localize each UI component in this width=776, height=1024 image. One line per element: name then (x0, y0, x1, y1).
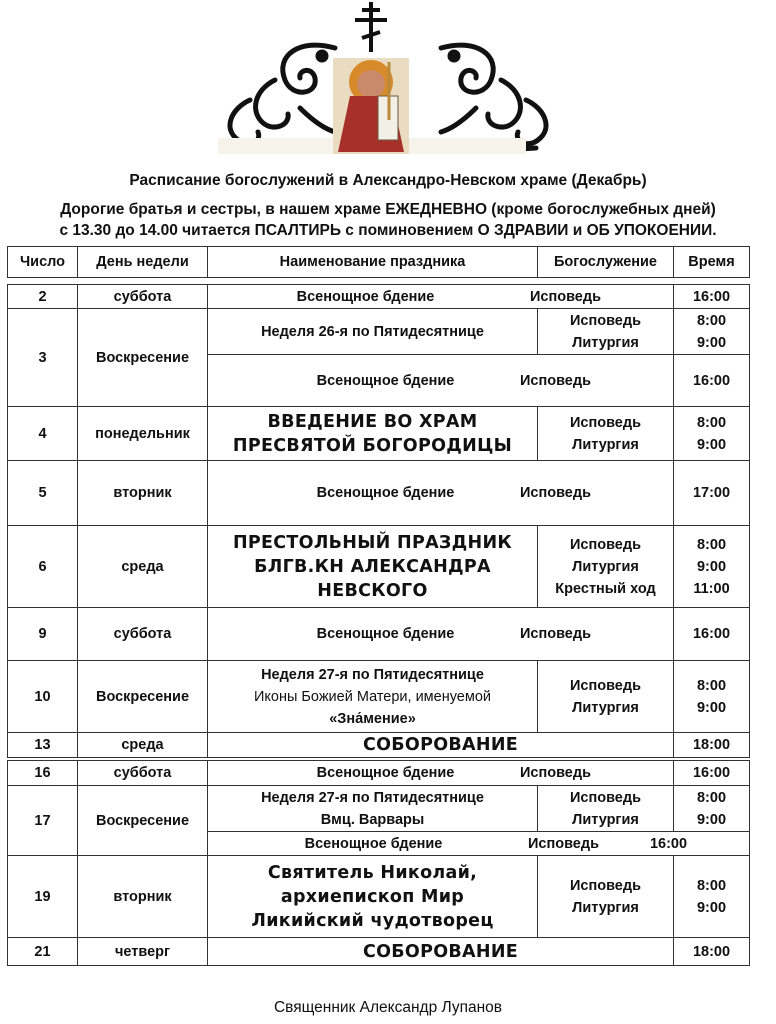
row-feast (208, 661, 538, 733)
row-date: 13 (8, 733, 78, 758)
intro-line-2: с 13.30 до 14.00 читается ПСАЛТИРЬ с поминовением О ЗДРАВИИ и ОБ УПОКОЕНИИ. (59, 222, 717, 239)
row-feast-service (208, 608, 674, 661)
time-line: 8:00 (696, 877, 727, 894)
header-service: Богослужение (538, 247, 674, 278)
row-weekday: суббота (78, 285, 208, 309)
row-feast: СОБОРОВАНИЕ (208, 938, 674, 966)
service-line: Исповедь (569, 414, 641, 431)
row-date: 10 (8, 661, 78, 733)
header-date: Число (8, 247, 78, 278)
row-feast: СОБОРОВАНИЕ (208, 733, 674, 758)
row-weekday: Воскресение (78, 786, 208, 856)
row-feast-service (208, 285, 674, 309)
row-feast: Всенощное бдение (316, 372, 455, 389)
row-times (674, 786, 750, 832)
row-weekday: суббота (78, 761, 208, 786)
row-date: 3 (8, 309, 78, 407)
row-times (674, 856, 750, 938)
time-line: 9:00 (696, 558, 727, 575)
feast-line: Ликийский чудотворец (251, 910, 494, 931)
row-time: 17:00 (674, 461, 750, 526)
time-line: 9:00 (696, 436, 727, 453)
time-line: 9:00 (696, 811, 727, 828)
row-service: Исповедь (527, 835, 599, 852)
row-feast-service-time (208, 832, 750, 856)
service-line: Исповедь (569, 789, 641, 806)
row-weekday: четверг (78, 938, 208, 966)
saint-icon (333, 58, 409, 154)
row-weekday: среда (78, 733, 208, 758)
header-weekday: День недели (78, 247, 208, 278)
service-line: Исповедь (569, 677, 641, 694)
row-feast: Всенощное бдение (316, 765, 455, 781)
page-title: Расписание богослужений в Александро-Невском храме (Декабрь) (129, 172, 647, 189)
time-line: 8:00 (696, 414, 727, 431)
service-line: Литургия (572, 436, 639, 453)
row-feast: Всенощное бдение (304, 835, 443, 852)
gap-row (8, 278, 750, 285)
row-weekday: среда (78, 526, 208, 608)
time-line: 9:00 (696, 699, 727, 716)
time-line: 8:00 (696, 677, 727, 694)
feast-line: ВВЕДЕНИЕ ВО ХРАМ (267, 411, 478, 432)
intro-notice (0, 199, 776, 241)
row-date: 6 (8, 526, 78, 608)
service-line: Литургия (572, 558, 639, 575)
row-weekday: понедельник (78, 407, 208, 461)
row-date: 9 (8, 608, 78, 661)
feast-line: Вмц. Варвары (320, 811, 425, 828)
row-feast (208, 526, 538, 608)
row-times (674, 661, 750, 733)
table-row (8, 608, 750, 661)
time-line: 11:00 (693, 580, 730, 597)
signature: Священник Александр Лупанов (273, 999, 503, 1016)
row-date: 16 (8, 761, 78, 786)
service-line: Литургия (572, 899, 639, 916)
row-time: 16:00 (674, 608, 750, 661)
row-weekday: вторник (78, 856, 208, 938)
row-weekday: Воскресение (78, 661, 208, 733)
row-time: 18:00 (674, 938, 750, 966)
service-line: Исповедь (569, 877, 641, 894)
feast-line: ПРЕСТОЛЬНЫЙ ПРАЗДНИК (232, 532, 513, 553)
row-time: 16:00 (649, 835, 688, 852)
table-row (8, 526, 750, 608)
row-services (538, 786, 674, 832)
time-line: 8:00 (696, 312, 727, 329)
row-time: 16:00 (674, 285, 750, 309)
row-times (674, 407, 750, 461)
table-row (8, 309, 750, 355)
row-services (538, 856, 674, 938)
schedule-table (7, 246, 750, 966)
service-line: Литургия (572, 334, 639, 351)
row-feast (208, 856, 538, 938)
feast-line: ПРЕСВЯТОЙ БОГОРОДИЦЫ (232, 435, 513, 456)
table-row (8, 938, 750, 966)
row-date: 19 (8, 856, 78, 938)
feast-line: БЛГВ.КН АЛЕКСАНДРА (254, 556, 491, 577)
row-feast (208, 407, 538, 461)
row-time: 16:00 (674, 355, 750, 407)
row-weekday: вторник (78, 461, 208, 526)
feast-line: архиепископ Мир (280, 886, 465, 907)
row-times (674, 309, 750, 355)
intro-line-1: Дорогие братья и сестры, в нашем храме ЕЖЕДНЕВНО (кроме богослужебных дней) (60, 201, 716, 218)
row-date: 17 (8, 786, 78, 856)
time-line: 9:00 (696, 899, 727, 916)
row-feast: Неделя 26-я по Пятидесятнице (208, 309, 538, 355)
right-scroll-ornament-icon (436, 45, 546, 150)
service-line: Литургия (572, 811, 639, 828)
table-header-row (8, 247, 750, 278)
row-services (538, 309, 674, 355)
row-feast: Всенощное бдение (296, 288, 435, 305)
row-feast: Всенощное бдение (316, 485, 455, 501)
header-feast: Наименование праздника (208, 247, 538, 278)
table-row (8, 733, 750, 758)
service-line: Литургия (572, 699, 639, 716)
row-weekday: Воскресение (78, 309, 208, 407)
orthodox-cross-icon (355, 2, 387, 52)
row-weekday: суббота (78, 608, 208, 661)
table-row (8, 461, 750, 526)
feast-line: Неделя 27-я по Пятидесятнице (261, 789, 484, 806)
table-row (8, 407, 750, 461)
row-time: 16:00 (674, 761, 750, 786)
table-row (8, 661, 750, 733)
row-feast-service (208, 355, 674, 407)
row-service: Исповедь (519, 372, 591, 389)
header-time: Время (674, 247, 750, 278)
row-date: 2 (8, 285, 78, 309)
row-times (674, 526, 750, 608)
feast-line: НЕВСКОГО (317, 580, 428, 601)
feast-line: Неделя 27-я по Пятидесятнице (261, 666, 484, 683)
row-service: Исповедь (529, 288, 601, 305)
header-ornament (0, 0, 776, 160)
table-row (8, 786, 750, 832)
service-line: Крестный ход (555, 580, 656, 597)
table-row (8, 856, 750, 938)
left-scroll-ornament-icon (230, 45, 340, 150)
row-feast-service (208, 761, 674, 786)
row-service: Исповедь (519, 765, 591, 781)
feast-line: Иконы Божией Матери, именуемой (253, 688, 492, 705)
row-services (538, 407, 674, 461)
row-service: Исповедь (519, 626, 591, 642)
row-feast (208, 786, 538, 832)
row-feast-service (208, 461, 674, 526)
row-time: 18:00 (674, 733, 750, 758)
feast-line: Святитель Николай, (267, 862, 478, 883)
row-service: Исповедь (519, 485, 591, 501)
table-row (8, 285, 750, 309)
time-line: 9:00 (696, 334, 727, 351)
time-line: 8:00 (696, 789, 727, 806)
row-date: 5 (8, 461, 78, 526)
row-date: 4 (8, 407, 78, 461)
row-services (538, 661, 674, 733)
row-date: 21 (8, 938, 78, 966)
time-line: 8:00 (696, 536, 727, 553)
row-services (538, 526, 674, 608)
table-row (8, 761, 750, 786)
row-feast: Всенощное бдение (316, 626, 455, 642)
feast-line: «Зна́мение» (329, 710, 416, 727)
service-line: Исповедь (569, 312, 641, 329)
service-line: Исповедь (569, 536, 641, 553)
